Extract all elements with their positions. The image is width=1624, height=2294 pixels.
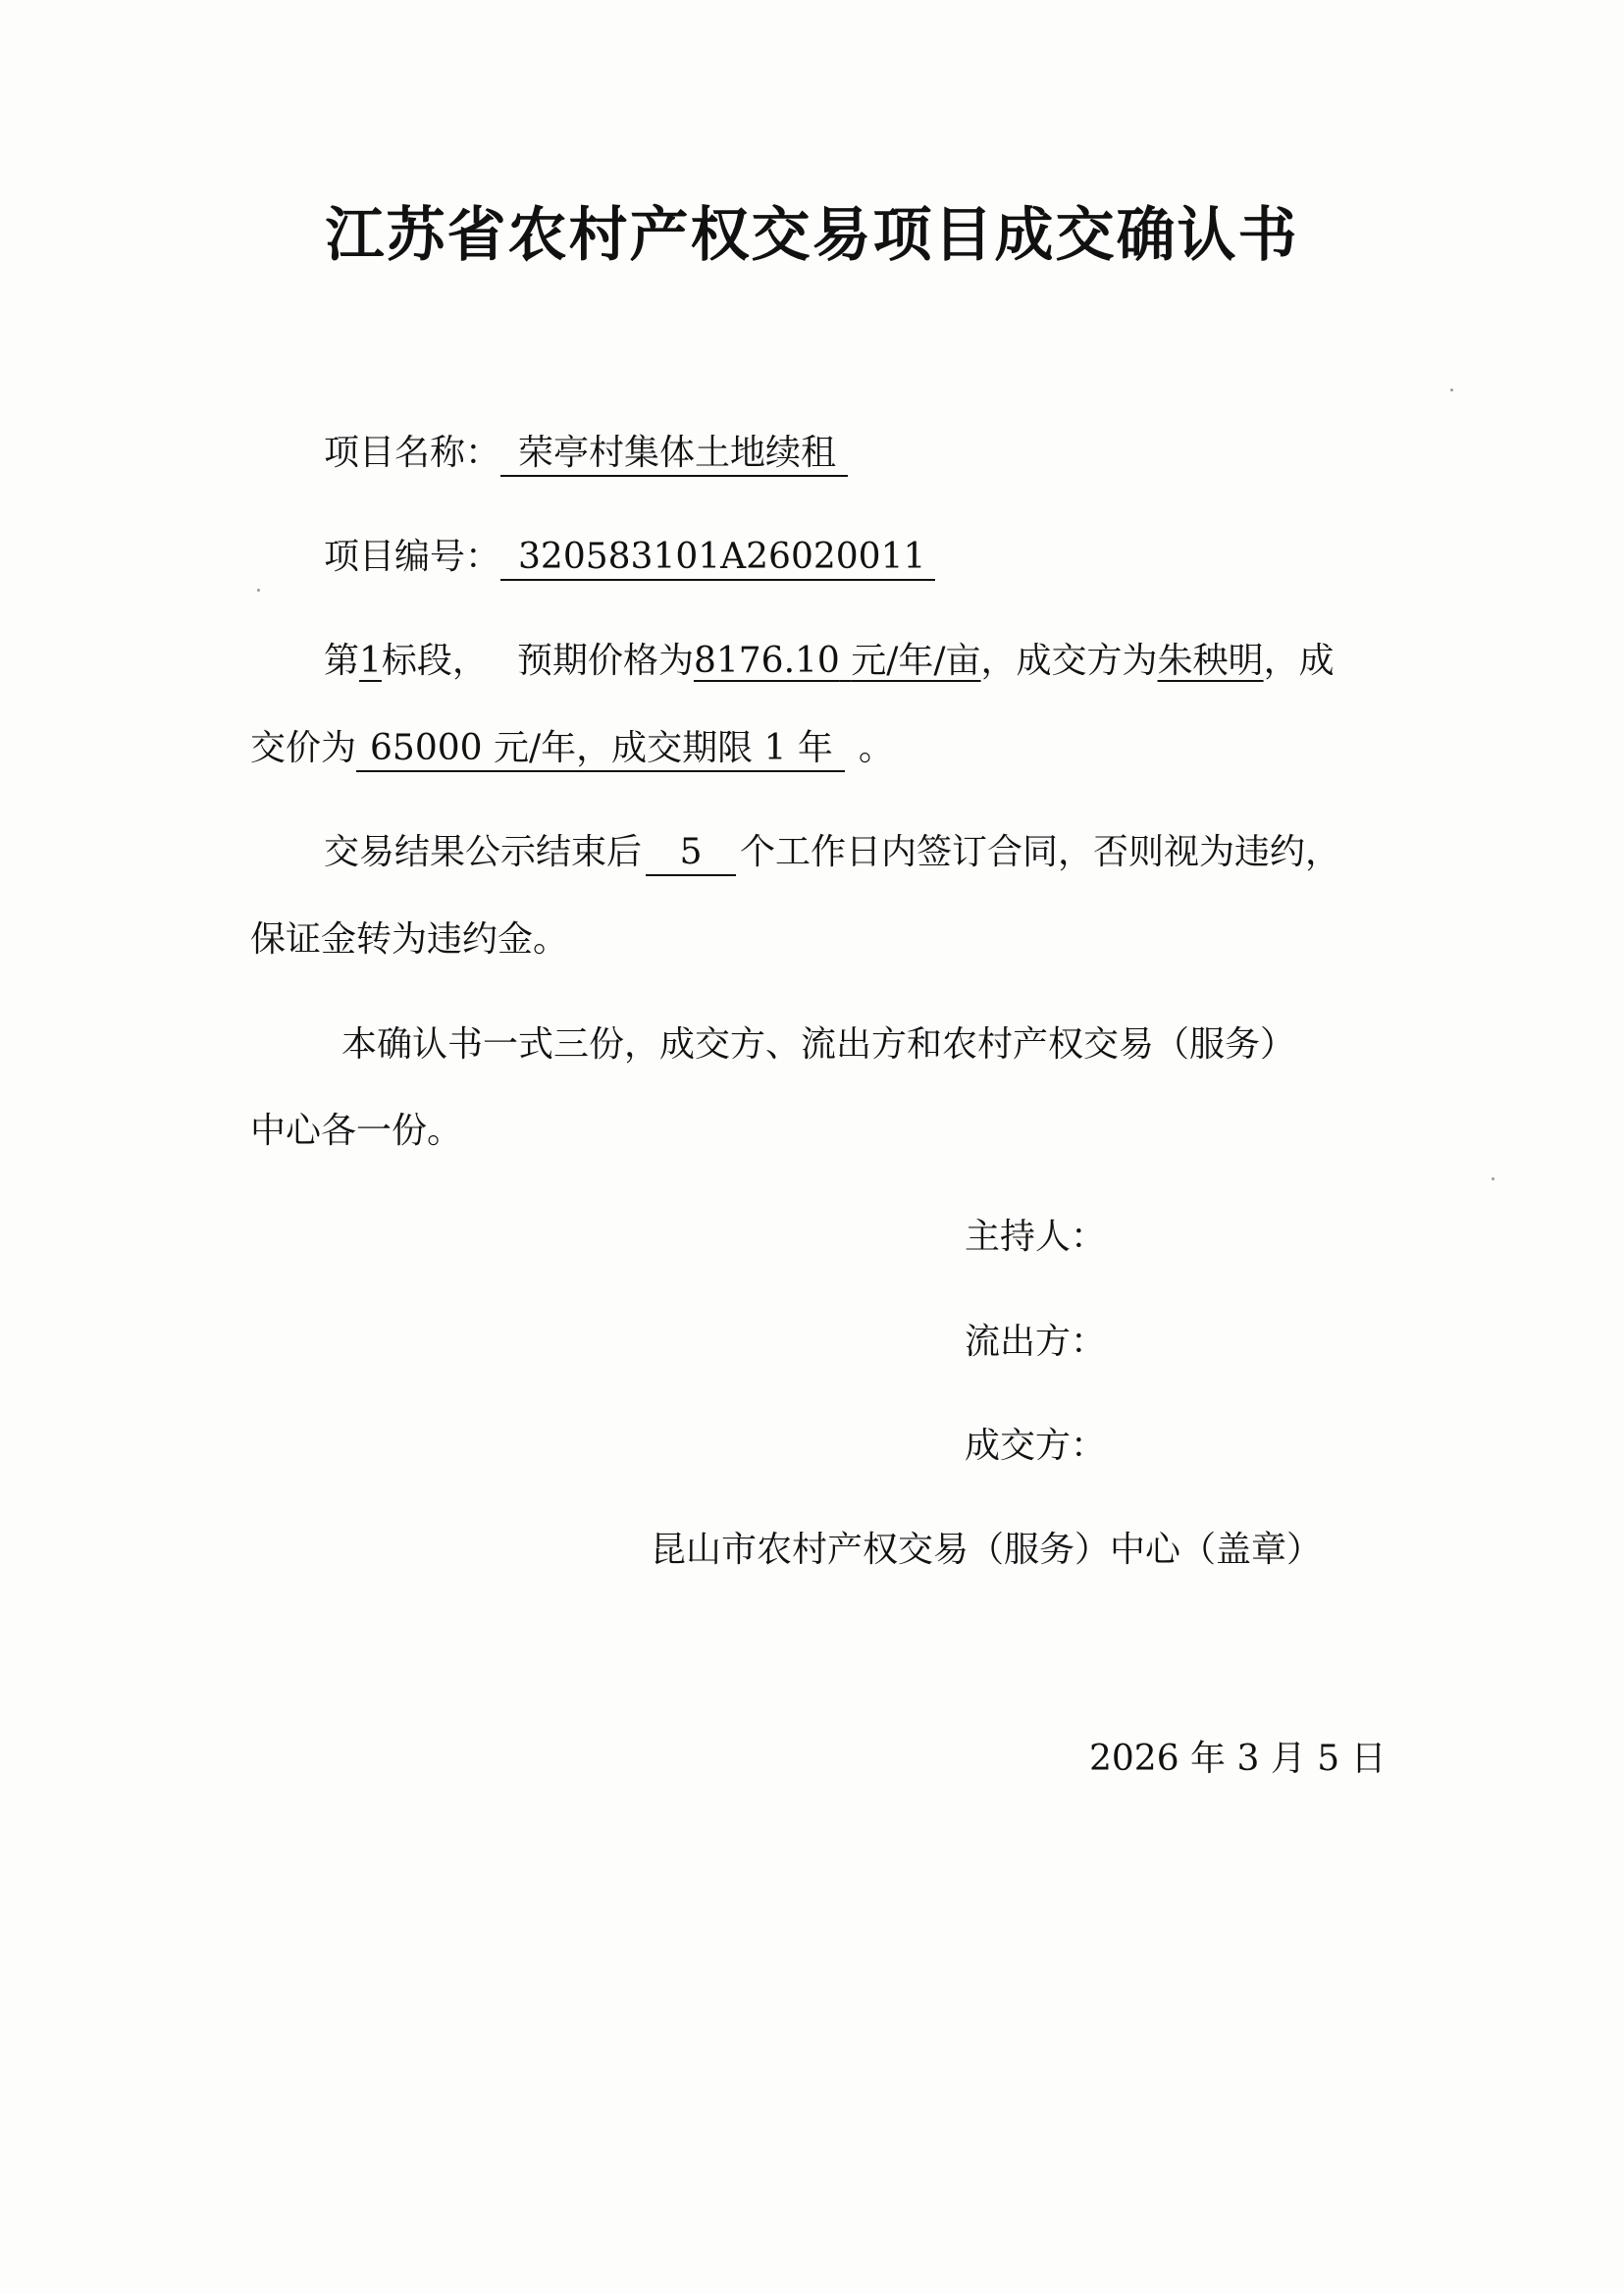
document-date: 2026 年 3 月 5 日 bbox=[1089, 1739, 1387, 1779]
deal-price-end: 。 bbox=[858, 728, 894, 768]
expected-price-unit: 元/年/亩 bbox=[851, 641, 981, 681]
copies-line-2: 中心各一份。 bbox=[250, 1111, 463, 1151]
scan-speck bbox=[257, 589, 260, 592]
contract-text-2: 个工作日内签订合同，否则视为违约， bbox=[740, 832, 1341, 872]
project-name-value: 荣亭村集体土地续租 bbox=[500, 432, 848, 477]
transferor-label: 流出方： bbox=[965, 1322, 1107, 1362]
contract-days: 5 bbox=[646, 831, 736, 876]
lot-suffix: 标段， bbox=[381, 641, 488, 681]
expected-price-label: 预期价格为 bbox=[516, 641, 694, 681]
expected-price-value bbox=[694, 641, 981, 681]
project-number-row bbox=[324, 533, 935, 582]
expected-price-number: 8176.10 bbox=[693, 641, 840, 681]
contract-line-2: 保证金转为违约金。 bbox=[250, 919, 569, 960]
contract-line-1 bbox=[324, 828, 1340, 877]
scan-speck bbox=[1492, 1177, 1494, 1180]
copies-line-1: 本确认书一式三份，成交方、流出方和农村产权交易（服务） bbox=[341, 1024, 1296, 1065]
contract-text-1: 交易结果公示结束后 bbox=[324, 832, 643, 872]
lot-line bbox=[324, 637, 1335, 686]
buyer-name: 朱秧明 bbox=[1157, 641, 1264, 681]
project-name-label: 项目名称： bbox=[324, 433, 501, 473]
project-number-value: 320583101A26020011 bbox=[500, 536, 935, 581]
buyer-label: ，成交方为 bbox=[980, 641, 1158, 681]
center-seal-label: 昆山市农村产权交易（服务）中心（盖章） bbox=[651, 1530, 1323, 1570]
deal-price-label: 交价为 bbox=[250, 728, 357, 768]
lot-number: 1 bbox=[359, 641, 382, 681]
project-number-label: 项目编号： bbox=[324, 537, 501, 577]
buyer-sign-label: 成交方： bbox=[965, 1426, 1107, 1466]
scan-speck bbox=[1450, 389, 1453, 391]
project-name-row bbox=[324, 429, 848, 478]
lot-prefix: 第 bbox=[324, 641, 360, 681]
lot-line-end: ，成 bbox=[1263, 641, 1335, 681]
deal-price-line bbox=[250, 724, 894, 773]
deal-price-text: 65000 元/年，成交期限 1 年 bbox=[356, 727, 845, 772]
host-label: 主持人： bbox=[965, 1217, 1107, 1257]
document-title: 江苏省农村产权交易项目成交确认书 bbox=[325, 201, 1299, 270]
